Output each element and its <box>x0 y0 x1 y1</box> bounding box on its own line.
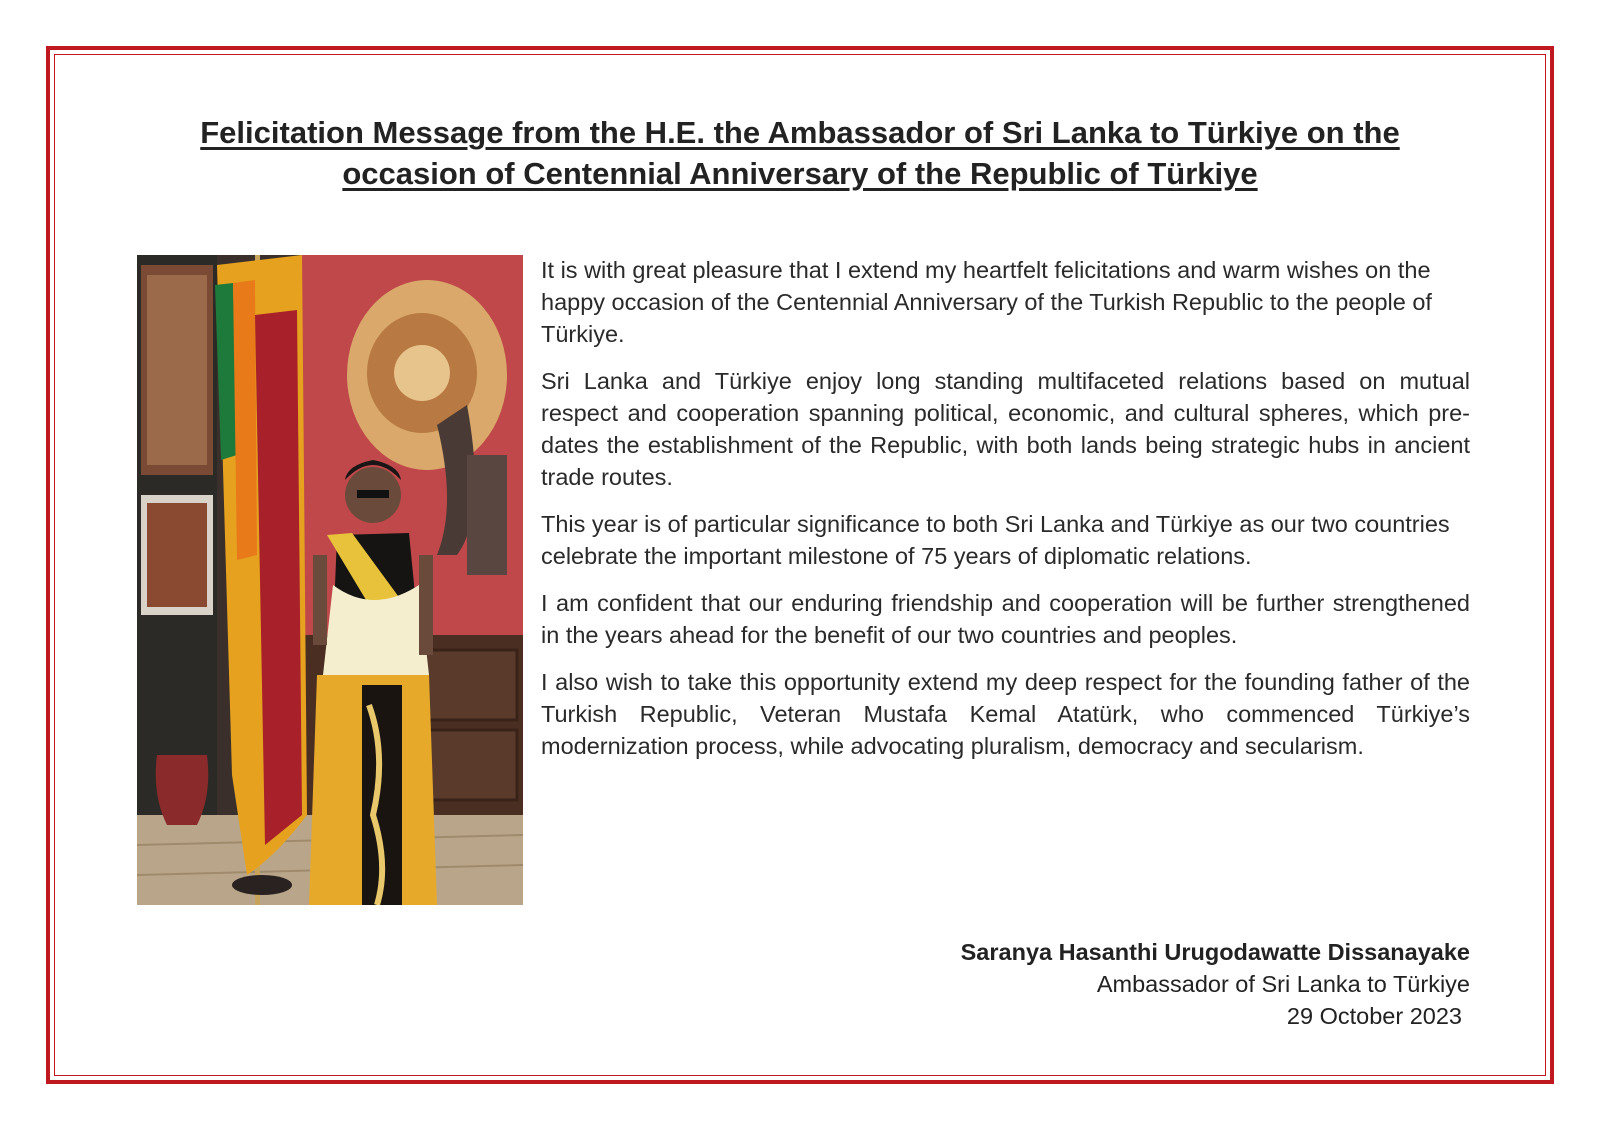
signatory-name: Saranya Hasanthi Urugodawatte Dissanayake <box>960 939 1470 965</box>
title-line-1: Felicitation Message from the H.E. the Ambassador of Sri Lanka to Türkiye on the <box>200 115 1400 150</box>
signature-date: 29 October 2023 <box>1286 1003 1462 1029</box>
paragraph-3: This year is of particular significance to both Sri Lanka and Türkiye as our two countries celebrate the important milestone of 75 years of diplomatic relations. <box>541 511 1450 569</box>
paragraph-4: I am confident that our enduring friendship and cooperation will be further strengthened in the years ahead for the benefit of our two countries and peoples. <box>541 590 1470 648</box>
signatory-position: Ambassador of Sri Lanka to Türkiye <box>1096 971 1470 997</box>
message-body <box>541 254 1470 777</box>
paragraph-5: I also wish to take this opportunity extend my deep respect for the founding father of the Turkish Republic, Veteran Mustafa Kemal Atatürk, who commenced Türkiye’s modernization process, while advocating pluralism, democracy and secularism. <box>541 669 1470 759</box>
ambassador-photo <box>137 255 523 905</box>
signature-block <box>800 936 1470 1032</box>
document-title <box>130 112 1470 194</box>
paragraph-1: It is with great pleasure that I extend my heartfelt felicitations and warm wishes on the happy occasion of the Centennial Anniversary of the Turkish Republic to the people of Türkiye. <box>541 257 1432 347</box>
title-line-2: occasion of Centennial Anniversary of the Republic of Türkiye <box>342 156 1258 191</box>
paragraph-2: Sri Lanka and Türkiye enjoy long standing multifaceted relations based on mutual respect and cooperation spanning political, economic, and cultural spheres, which pre-dates the establishment of the Republic, with both lands being strategic hubs in ancient trade routes. <box>541 368 1470 490</box>
